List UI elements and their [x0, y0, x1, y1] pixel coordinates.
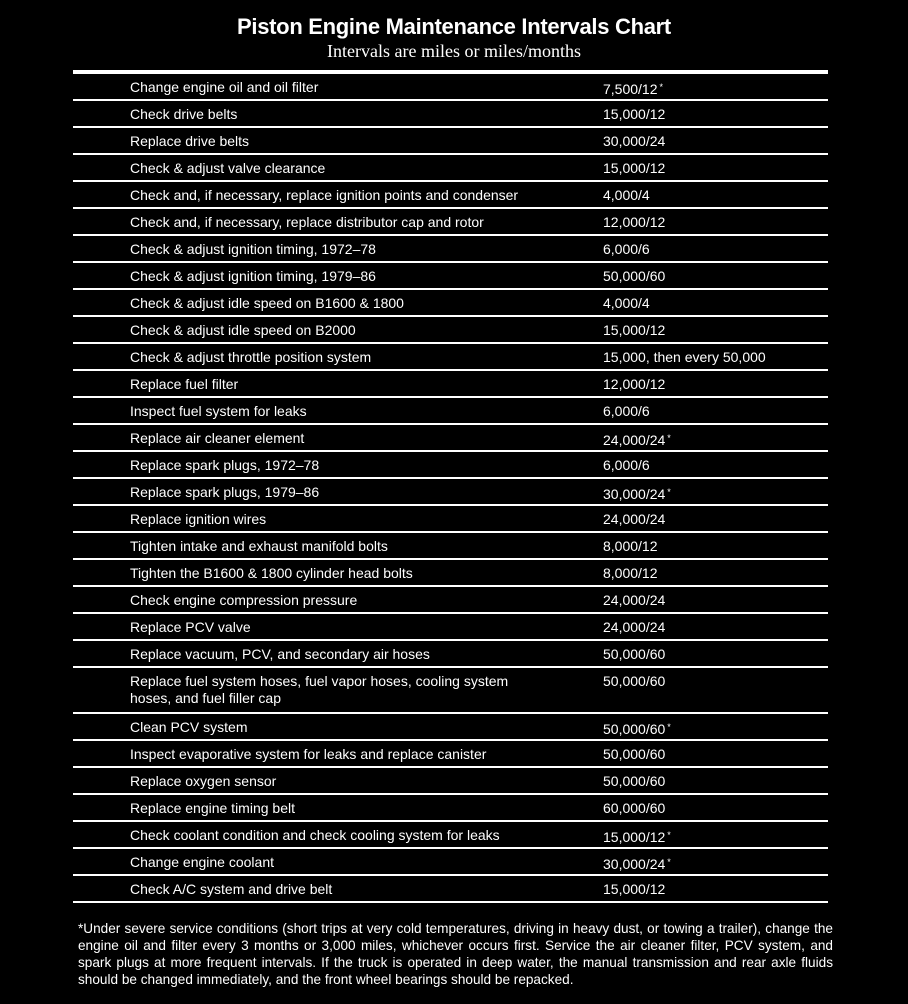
interval-value: 15,000/12 — [603, 160, 666, 176]
table-row — [73, 371, 828, 398]
interval-value: 15,000/12 — [603, 322, 666, 338]
table-row — [73, 155, 828, 182]
interval-value: 50,000/60 — [603, 773, 666, 789]
task-cell: Replace fuel filter — [130, 376, 239, 392]
task-cell: Tighten intake and exhaust manifold bolts — [130, 538, 388, 554]
interval-cell — [603, 773, 665, 790]
table-row — [73, 128, 828, 155]
task-cell: Replace fuel system hoses, fuel vapor hoses, cooling system hoses, and fuel filler cap — [130, 673, 509, 706]
task-cell: Replace spark plugs, 1979–86 — [130, 484, 320, 500]
task-cell: Replace air cleaner element — [130, 430, 305, 446]
task-cell: Check & adjust idle speed on B2000 — [130, 322, 356, 338]
task-cell: Clean PCV system — [130, 719, 248, 735]
interval-cell — [603, 322, 665, 339]
interval-value: 50,000/60 — [603, 746, 666, 762]
table-row — [73, 398, 828, 425]
interval-value: 30,000/24 — [603, 486, 666, 502]
table-row — [73, 182, 828, 209]
task-cell: Tighten the B1600 & 1800 cylinder head bolts — [130, 565, 413, 581]
task-cell: Check & adjust valve clearance — [130, 160, 326, 176]
task-cell: Replace oxygen sensor — [130, 773, 277, 789]
page-title: Piston Engine Maintenance Intervals Chart — [237, 14, 671, 39]
interval-cell — [603, 673, 665, 690]
task-cell: Check & adjust throttle position system — [130, 349, 372, 365]
interval-cell — [603, 800, 665, 817]
table-row — [73, 560, 828, 587]
task-cell: Inspect fuel system for leaks — [130, 403, 307, 419]
table-row — [73, 479, 828, 506]
severe-service-mark: * — [659, 82, 664, 92]
table-row — [73, 236, 828, 263]
interval-value: 4,000/4 — [603, 187, 650, 203]
interval-cell — [603, 214, 665, 231]
interval-cell — [603, 881, 665, 898]
interval-value: 24,000/24 — [603, 619, 666, 635]
interval-cell — [603, 592, 665, 609]
interval-value: 15,000/12 — [603, 829, 666, 845]
footnote-text: Under severe service conditions (short trips at very cold temperatures, driving in heavy dust, or towing a trailer), change the engine oil and filter every 3 months or 3,000 miles, whichever occurs first. Service the air cleaner filter, PCV system, and spark plugs at more frequent intervals. If the truck is operated in deep water, the manual transmission and rear axle fluids should be changed immediately, and the front wheel bearings should be repacked. — [78, 921, 833, 987]
table-row — [73, 452, 828, 479]
table-row — [73, 641, 828, 668]
interval-value: 24,000/24 — [603, 432, 666, 448]
interval-value: 7,500/12 — [603, 81, 658, 97]
table-row — [73, 533, 828, 560]
table-row — [73, 714, 828, 741]
footnote-mark: * — [78, 921, 84, 936]
interval-value: 6,000/6 — [603, 457, 650, 473]
task-cell: Check & adjust ignition timing, 1972–78 — [130, 241, 376, 257]
table-row — [73, 344, 828, 371]
interval-value: 12,000/12 — [603, 376, 666, 392]
interval-value: 50,000/60 — [603, 268, 666, 284]
interval-value: 60,000/60 — [603, 800, 666, 816]
interval-value: 6,000/6 — [603, 403, 650, 419]
interval-cell — [603, 538, 658, 555]
interval-cell — [603, 106, 665, 123]
table-row — [73, 317, 828, 344]
interval-cell — [603, 457, 650, 474]
table-row — [73, 741, 828, 768]
interval-cell — [603, 268, 665, 285]
interval-cell — [603, 241, 650, 258]
interval-cell — [603, 349, 766, 366]
task-cell: Check & adjust ignition timing, 1979–86 — [130, 268, 376, 284]
task-cell: Change engine coolant — [130, 854, 275, 870]
interval-value: 50,000/60 — [603, 673, 666, 689]
interval-value: 30,000/24 — [603, 856, 666, 872]
table-row — [73, 795, 828, 822]
table-row — [73, 849, 828, 876]
task-cell: Replace PCV valve — [130, 619, 251, 635]
table-row — [73, 668, 828, 714]
interval-cell — [603, 646, 665, 663]
severe-service-mark: * — [667, 830, 671, 840]
interval-value: 15,000/12 — [603, 106, 666, 122]
table-row — [73, 101, 828, 128]
interval-cell — [603, 295, 650, 312]
interval-cell — [603, 187, 650, 204]
task-cell: Replace drive belts — [130, 133, 250, 149]
severe-service-mark: * — [667, 857, 671, 867]
interval-value: 50,000/60 — [603, 646, 666, 662]
task-cell: Check drive belts — [130, 106, 238, 122]
table-row — [73, 614, 828, 641]
severe-service-mark: * — [667, 433, 671, 443]
table-row — [73, 506, 828, 533]
task-cell: Check coolant condition and check cooling system for leaks — [130, 827, 500, 843]
interval-value: 8,000/12 — [603, 565, 658, 581]
interval-cell — [603, 619, 665, 636]
interval-value: 15,000, then every 50,000 — [603, 349, 766, 365]
table-row — [73, 587, 828, 614]
table-row — [73, 425, 828, 452]
interval-cell — [603, 79, 663, 98]
task-cell: Check engine compression pressure — [130, 592, 358, 608]
interval-value: 8,000/12 — [603, 538, 658, 554]
task-cell: Inspect evaporative system for leaks and replace canister — [130, 746, 487, 762]
interval-value: 24,000/24 — [603, 592, 666, 608]
interval-cell — [603, 827, 671, 846]
interval-cell — [603, 746, 665, 763]
table-row — [73, 822, 828, 849]
interval-value: 24,000/24 — [603, 511, 666, 527]
task-cell: Replace vacuum, PCV, and secondary air hoses — [130, 646, 430, 662]
interval-cell — [603, 719, 671, 738]
table-row — [73, 876, 828, 903]
interval-value: 4,000/4 — [603, 295, 650, 311]
interval-value: 30,000/24 — [603, 133, 666, 149]
task-cell: Check & adjust idle speed on B1600 & 1800 — [130, 295, 404, 311]
interval-cell — [603, 376, 665, 393]
interval-cell — [603, 511, 665, 528]
interval-value: 50,000/60 — [603, 721, 666, 737]
task-cell: Replace ignition wires — [130, 511, 267, 527]
interval-cell — [603, 133, 665, 150]
task-cell: Check and, if necessary, replace distributor cap and rotor — [130, 214, 484, 230]
interval-value: 15,000/12 — [603, 881, 666, 897]
maintenance-table — [73, 74, 828, 903]
interval-cell — [603, 403, 650, 420]
page-subtitle: Intervals are miles or miles/months — [327, 41, 581, 61]
interval-cell — [603, 160, 665, 177]
interval-cell — [603, 854, 671, 873]
severe-service-mark: * — [667, 722, 671, 732]
task-cell: Check A/C system and drive belt — [130, 881, 333, 897]
interval-value: 6,000/6 — [603, 241, 650, 257]
interval-cell — [603, 430, 671, 449]
task-cell: Replace spark plugs, 1972–78 — [130, 457, 320, 473]
table-row — [73, 768, 828, 795]
interval-cell — [603, 565, 658, 582]
interval-value: 12,000/12 — [603, 214, 666, 230]
interval-cell — [603, 484, 671, 503]
table-row — [73, 209, 828, 236]
table-row — [73, 74, 828, 101]
table-row — [73, 290, 828, 317]
table-row — [73, 263, 828, 290]
task-cell: Replace engine timing belt — [130, 800, 295, 816]
task-cell: Change engine oil and oil filter — [130, 79, 319, 95]
task-cell: Check and, if necessary, replace ignition points and condenser — [130, 187, 519, 203]
severe-service-mark: * — [667, 487, 671, 497]
footnote — [78, 920, 833, 988]
